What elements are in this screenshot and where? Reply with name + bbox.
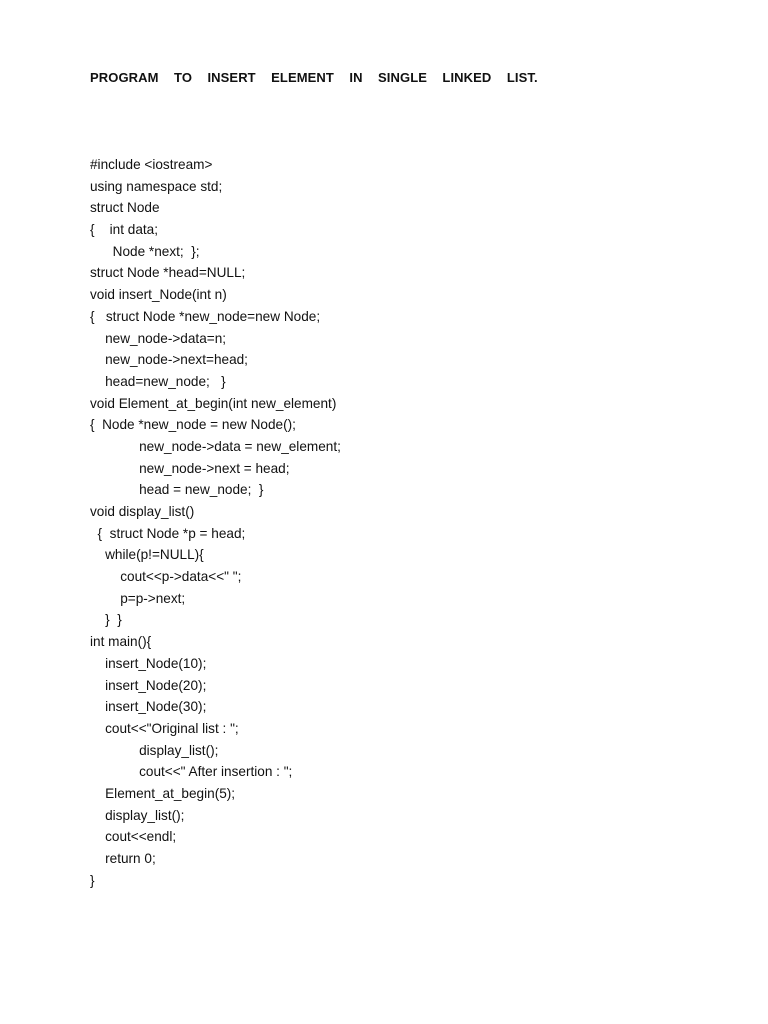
document-title: PROGRAM TO INSERT ELEMENT IN SINGLE LINKED LIST. — [90, 70, 538, 85]
code-line: insert_Node(20); — [90, 677, 207, 693]
code-line: { struct Node *p = head; — [90, 525, 246, 541]
code-line: cout<<p->data<<" "; — [90, 569, 242, 585]
code-line: cout<<" After insertion : "; — [90, 764, 293, 780]
code-line: #include <iostream> — [90, 157, 213, 172]
code-line: head = new_node; } — [90, 482, 264, 498]
code-line: using namespace std; — [90, 178, 223, 194]
code-line: Element_at_begin(5); — [90, 785, 236, 801]
code-line: return 0; — [90, 851, 156, 866]
code-line: cout<<"Original list : "; — [90, 720, 239, 736]
code-line: void display_list() — [90, 504, 195, 519]
code-block — [90, 154, 341, 891]
code-line: cout<<endl; — [90, 829, 177, 845]
code-line: display_list(); — [90, 742, 219, 758]
code-line: int main(){ — [90, 634, 152, 650]
code-line: new_node->data=n; — [90, 330, 227, 346]
code-line: void insert_Node(int n) — [90, 287, 227, 303]
code-line: head=new_node; } — [90, 373, 226, 389]
code-line: Node *next; }; — [90, 243, 200, 259]
code-line: new_node->next = head; — [90, 460, 290, 476]
code-line: display_list(); — [90, 807, 185, 823]
code-line: while(p!=NULL){ — [90, 547, 204, 563]
code-line: new_node->next=head; — [90, 352, 248, 368]
code-line: p=p->next; — [90, 590, 186, 606]
code-line: { Node *new_node = new Node(); — [90, 417, 296, 433]
code-line: } — [90, 872, 95, 888]
code-line: void Element_at_begin(int new_element) — [90, 395, 337, 411]
code-line: { struct Node *new_node=new Node; — [90, 308, 321, 324]
code-line: insert_Node(10); — [90, 655, 207, 671]
code-line: new_node->data = new_element; — [90, 438, 341, 454]
code-line: insert_Node(30); — [90, 699, 207, 715]
code-line: struct Node — [90, 200, 160, 216]
code-line: } } — [90, 612, 122, 628]
code-line: { int data; — [90, 222, 159, 238]
code-line: struct Node *head=NULL; — [90, 265, 246, 281]
